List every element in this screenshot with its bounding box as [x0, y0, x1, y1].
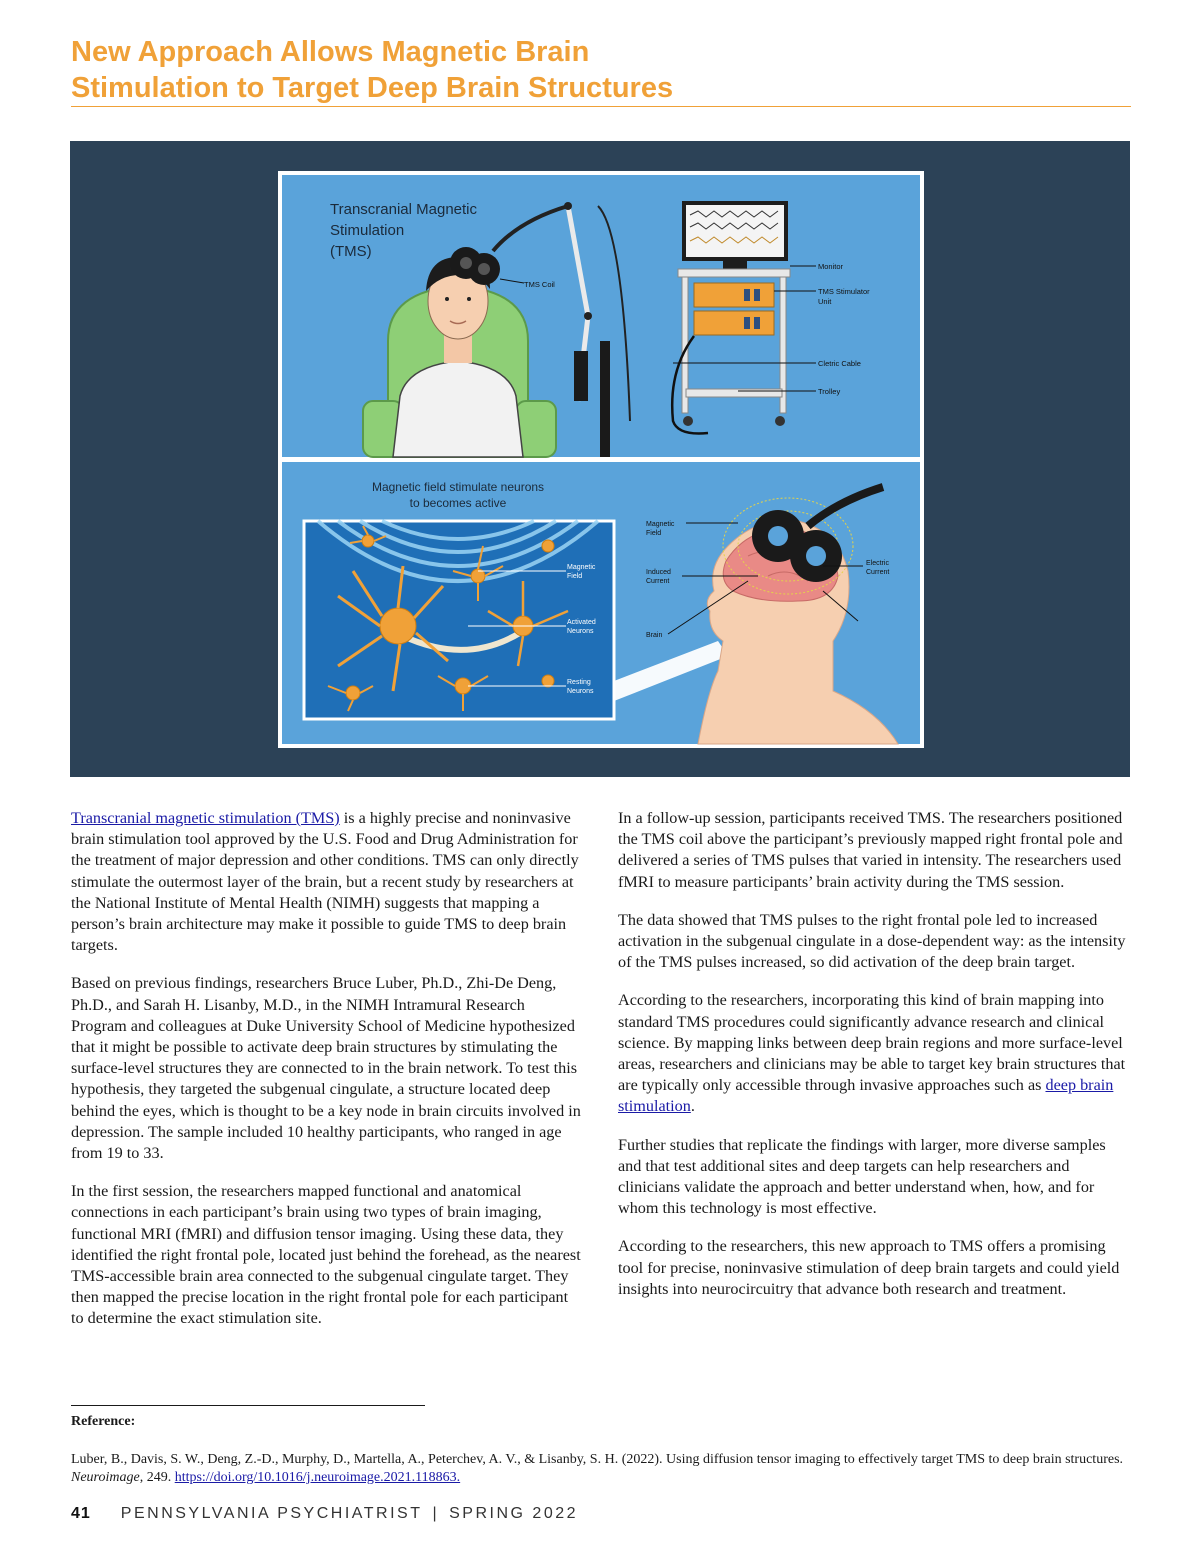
label-magnetic-field-line-2: Field	[567, 573, 583, 580]
reference-citation	[71, 1451, 1133, 1487]
top-title-line-2: Stimulation	[330, 222, 405, 239]
label-stimulator-line-2: Unit	[818, 297, 832, 306]
title-divider	[71, 106, 1131, 107]
label-trolley: Trolley	[818, 387, 841, 396]
label-activated-line-1: Activated	[567, 619, 596, 626]
monitor-illustration	[682, 201, 788, 269]
top-title-line-1: Transcranial Magnetic	[330, 201, 478, 218]
label-monitor: Monitor	[818, 262, 844, 271]
reference-heading: Reference:	[71, 1414, 136, 1429]
tms-link[interactable]: Transcranial magnetic stimulation (TMS)	[71, 809, 340, 827]
label-tms-coil: TMS Coil	[524, 280, 555, 289]
top-title-line-3: (TMS)	[330, 243, 372, 260]
citation-volume: , 249.	[139, 1470, 175, 1485]
label-electric-line-2: Current	[866, 569, 890, 576]
label-activated-line-2: Neurons	[567, 628, 594, 635]
label-magnetic-field-line-1: Magnetic	[567, 564, 596, 571]
footer-separator: |	[432, 1505, 440, 1522]
bottom-title-line-2: to becomes active	[409, 496, 507, 510]
article-title	[71, 34, 1131, 106]
label-induced-line-2: Current	[646, 578, 670, 585]
right-paragraph-2: The data showed that TMS pulses to the right frontal pole led to increased activation in the subgenual cingulate in a dose-dependent way: as the intensity of the TMS pulses increased, so did activation of the deep brain target.	[618, 910, 1126, 972]
issue-name: SPRING 2022	[449, 1505, 579, 1522]
bottom-title-line-1: Magnetic field stimulate neurons	[371, 480, 545, 494]
left-paragraph-2: Based on previous findings, researchers Bruce Luber, Ph.D., Zhi-De Deng, Ph.D., and Sarah H. Lisanby, M.D., in the NIMH Intramural Research Program and colleagues at Duke University School of Medicine hypothesized that it might be possible to activate deep brain structures by stimulating the surface-level structures they are connected to in the brain network. To test this hypothesis, they targeted the subgenual cingulate, a structure located deep behind the eyes, which is thought to be a key node in brain circuits involved in depression. The sample included 10 healthy participants, who ranged in age from 19 to 33.	[71, 974, 581, 1163]
label-head-field-line-2: Field	[646, 530, 662, 537]
right-paragraph-4: Further studies that replicate the findings with larger, more diverse samples and that test additional sites and deep targets can help researchers and clinicians validate the approach and better understand when, how, and for whom this technology is most effective.	[618, 1135, 1106, 1218]
deep-brain-stimulation-link[interactable]: deep brain stimulation	[618, 1076, 1114, 1116]
citation-journal: Neuroimage	[71, 1470, 140, 1485]
publication-name: PENNSYLVANIA PSYCHIATRIST	[120, 1505, 423, 1522]
right-paragraph-1: In a follow-up session, participants received TMS. The researchers positioned the TMS coil above the participant’s previously mapped right frontal pole and delivered a series of TMS pulses that varied in intensity. The researchers used fMRI to measure participants’ brain activity during the TMS session.	[618, 809, 1123, 891]
article-title-line-1: New Approach Allows Magnetic Brain	[71, 36, 590, 68]
left-column	[71, 808, 583, 1347]
label-head-field-line-1: Magnetic	[646, 521, 675, 528]
label-cable: Cletric Cable	[818, 359, 861, 368]
label-electric-line-1: Electric	[866, 560, 889, 567]
page-footer	[71, 1505, 578, 1523]
article-title-line-2: Stimulation to Target Deep Brain Structures	[71, 72, 674, 104]
left-paragraph-1	[71, 808, 583, 956]
right-paragraph-5: According to the researchers, this new approach to TMS offers a promising tool for precise, noninvasive stimulation of deep brain targets and could yield insights into neurocircuitry that advance both research and treatment.	[618, 1237, 1120, 1298]
reference-divider	[71, 1405, 425, 1406]
right-paragraph-3	[618, 990, 1130, 1117]
right-paragraph-3-end: .	[690, 1097, 695, 1116]
label-resting-line-2: Neurons	[567, 688, 594, 695]
page-number: 41	[71, 1505, 91, 1522]
left-paragraph-3: In the first session, the researchers mapped functional and anatomical connections in each participant’s brain using two types of brain imaging, functional MRI (fMRI) and diffusion tensor imaging. Using these data, they identified the right frontal pole, located just behind the forehead, as the nearest TMS-accessible brain area connected to the subgenual cingulate target. They then mapped the precise location in the right frontal pole for each participant to determine the exact stimulation site.	[71, 1182, 581, 1328]
right-column	[618, 808, 1130, 1317]
citation-text: Luber, B., Davis, S. W., Deng, Z.-D., Murphy, D., Martella, A., Peterchev, A. V., & Lisanby, S. H. (2022). Using diffusion tensor imaging to effectively target TMS to deep brain structures.	[71, 1452, 1124, 1467]
doi-link[interactable]: https://doi.org/10.1016/j.neuroimage.2021.118863.	[174, 1470, 461, 1485]
tms-illustration	[278, 171, 924, 748]
label-brain: Brain	[646, 632, 663, 639]
label-resting-line-1: Resting	[567, 679, 591, 686]
label-stimulator-line-1: TMS Stimulator	[818, 287, 870, 296]
right-paragraph-3-text: According to the researchers, incorporating this kind of brain mapping into standard TMS procedures could significantly advance research and clinical science. By mapping links between deep brain regions and more surface-level areas, researchers and clinicians may be able to target key brain structures that are typically only accessible through invasive approaches such as	[618, 991, 1126, 1095]
left-paragraph-1-text: is a highly precise and noninvasive brain stimulation tool approved by the U.S. Food and Drug Administration for the treatment of major depression and other conditions. TMS can only directly stimulate the outermost layer of the brain, but a recent study by researchers at the National Institute of Mental Health (NIMH) suggests that mapping a person’s brain architecture may make it possible to guide TMS to deep brain targets.	[71, 809, 579, 955]
label-induced-line-1: Induced	[646, 569, 671, 576]
